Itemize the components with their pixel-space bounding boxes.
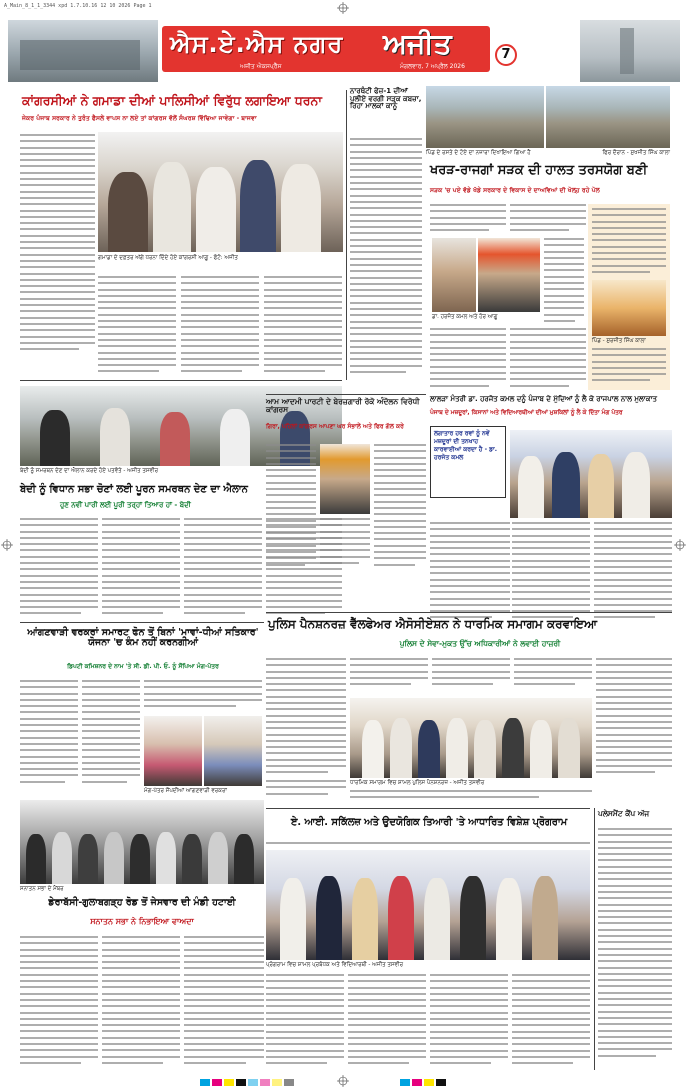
portrait-leader-2 <box>478 238 540 312</box>
body-text-kharar-col1 <box>430 204 506 234</box>
inset-quote-text: ਲਗਾਤਾਰ ਹਰ ਰਵਾਂ ਨੂੰ ਨਵੇਂ ਮਜ਼ਦੂਰਾਂ ਦੀ ਤਨਖਾਹ ਕਾਰਵਾਈਆਂ ਕਰਦਾ ਹੈ - ਡਾ. ਹਰਜੋਤ ਕਮਲ <box>434 430 498 462</box>
body-text-ai-col4 <box>512 974 590 1070</box>
photo-road-left <box>426 86 544 148</box>
photo-anganwadi-right <box>204 716 262 786</box>
body-text-ai-col1 <box>266 974 344 1070</box>
body-text-ai-col3 <box>430 974 508 1070</box>
body-text-derabassi-col2 <box>102 936 180 1070</box>
body-text-anganwadi-col2 <box>82 680 140 788</box>
caption-sidebar: ਪਿੰਡ - ਸੁਰਜੀਤ ਸਿੰਘ ਕਾਲਾ <box>592 338 646 344</box>
body-text-northern-road <box>350 138 422 388</box>
body-text-aap-col2 <box>374 444 426 574</box>
reg-mark-right <box>676 541 684 549</box>
masthead-sub-label: ਅਜੀਤ ਐਕਸਪ੍ਰੈੱਸ <box>240 63 282 70</box>
photo-congress-dharna <box>98 132 343 252</box>
headline-northern-road: ਨਾਰਥੰਟੀ ਫੇਜ਼-1 ਦੀਆਂ ਪੁਲੀਏ ਵਰਗੀ ਸੜਕ ਕਬਜ਼ਾ, ਰਿਹਾ ਮਾਲਕਾਂ ਕਾਨੂੰ <box>350 87 422 111</box>
headline-bedi-support: ਬੇਦੀ ਨੂੰ ਵਿਧਾਨ ਸਭਾ ਚੋਣਾਂ ਲਈ ਪੂਰਨ ਸਮਰਥਨ ਦੇਣ ਦਾ ਐਲਾਨ <box>20 484 248 495</box>
headline-kharar-road: ਖਰੜ-ਰਾਜਗਾਂ ਸੜਕ ਦੀ ਹਾਲਤ ਤਰਸਯੋਗ ਬਣੀ <box>430 163 648 178</box>
headline-governor-meeting: ਲਾਲੜਾ ਮੰਤਰੀ ਡਾ. ਹਰਜੋਤ ਕਮਲ ਦਨੂੰ ਪੰਜਾਬ ਦੇ ਮੁੱਦਿਆਂ ਨੂੰ ਲੈ ਕੇ ਰਾਜਪਾਲ ਨਾਲ ਮੁਲਾਕਾਤ <box>430 395 658 403</box>
column-divider <box>346 90 347 380</box>
subhead-kharar-road: ਸੜਕ 'ਚ ਪਏ ਵੱਡੇ ਖੱਡੇ ਸਰਕਾਰ ਦੇ ਵਿਕਾਸ ਦੇ ਦਾਅਵਿਆਂ ਦੀ ਖੋਲ੍ਹ ਰਹੇ ਪੋਲ <box>430 187 600 194</box>
masthead-title: ਐਸ.ਏ.ਐਸ ਨਗਰ <box>170 30 344 58</box>
body-text-kharar-col2 <box>510 204 586 234</box>
divider-center <box>266 394 426 395</box>
caption-police: ਧਾਰਮਿਕ ਸਮਾਗਮ ਵਿਚ ਸ਼ਾਮਲ ਪੁਲਿਸ ਪੈਨਸ਼ਨਰਜ਼ - ਅਜੀਤ ਤਸਵੀਰ <box>350 780 485 786</box>
body-text-police-col5 <box>596 658 672 778</box>
masthead-building-silhouette <box>20 40 140 70</box>
body-text-derabassi-col1 <box>20 936 98 1070</box>
body-text-governor-col3 <box>594 522 672 622</box>
photo-sidebar <box>592 280 666 336</box>
caption-bedi: ਬੇਦੀ ਨੂੰ ਸਮਰਥਨ ਦੇਣ ਦਾ ਐਲਾਨ ਕਰਦੇ ਹੋਏ ਪਤਵੰਤੇ - ਅਜੀਤ ਤਸਵੀਰ <box>20 468 159 474</box>
subhead-anganwadi: ਡਿਪਟੀ ਕਮਿਸ਼ਨਰ ਦੇ ਨਾਮ 'ਤੇ ਸੀ. ਡੀ. ਪੀ. ਓ. ਨੂੰ ਸੌਂਪਿਆ ਮੰਗ-ਪੱਤਰ <box>67 663 219 670</box>
divider-ai <box>266 808 590 809</box>
headline-anganwadi: ਆਂਗਣਵਾੜੀ ਵਰਕਰਾਂ ਸਮਾਰਟ ਫੋਨ ਤੋਂ ਬਿਨਾਂ 'ਮਾਵਾਂ-ਧੀਆਂ ਸਤਿਕਾਰ' ਯੋਜਨਾ 'ਚ ਕੰਮ ਨਹੀਂ ਕਰਨਗੀਆਂ <box>27 627 259 649</box>
caption-ai: ਪ੍ਰੋਗਰਾਮ ਵਿਚ ਸ਼ਾਮਲ ਪ੍ਰਬੰਧਕ ਅਤੇ ਵਿਦਿਆਰਥੀ - ਅਜੀਤ ਤਸਵੀਰ <box>266 962 404 968</box>
body-text-police-col7 <box>350 790 592 804</box>
subhead-police-pensioners: ਪੁਲਿਸ ਦੇ ਸੇਵਾ-ਮੁਕਤ ਉੱਚ ਅਧਿਕਾਰੀਆਂ ਨੇ ਲਵਾਈ ਹਾਜ਼ਰੀ <box>399 639 561 648</box>
masthead-brand-logo: ਅਜੀਤ <box>383 27 452 60</box>
body-text-congress-col3 <box>181 276 259 376</box>
masthead-date: ਮੰਗਲਵਾਰ, 7 ਅਪ੍ਰੈਲ 2026 <box>400 63 465 70</box>
photo-governor-meeting <box>510 430 672 518</box>
portrait-aap-leader <box>320 444 370 514</box>
caption-congress-dharna: ਗਮਾਡਾ ਦੇ ਦਫ਼ਤਰ ਅੱਗੇ ਧਰਨਾ ਦਿੰਦੇ ਹੋਏ ਕਾਂਗਰਸੀ ਆਗੂ - ਫੋਟੋ: ਅਜੀਤ <box>98 255 238 261</box>
body-text-congress-col4 <box>264 276 342 376</box>
body-text-congress-col2 <box>98 276 176 376</box>
caption-anganwadi: ਮੰਗ-ਪੱਤਰ ਸੌਂਪਦੀਆਂ ਆਂਗਣਵਾੜੀ ਵਰਕਰਾਂ <box>144 788 227 794</box>
headline-derabassi-road: ਡੇਰਾਬੱਸੀ-ਗੁਲਾਬਗੜ੍ਹ ਰੋਡ ਤੋਂ ਜੇਸਵਾਰ ਦੀ ਮੰਡੀ ਹਟਾਈ <box>48 897 236 908</box>
portrait-leader-1 <box>432 238 476 312</box>
photo-police-pensioners <box>350 698 592 778</box>
body-text-police-col3 <box>432 658 510 694</box>
masthead-tower-silhouette <box>620 28 634 74</box>
body-text-aap-col1 <box>266 444 316 574</box>
photo-road-right <box>546 86 670 148</box>
body-text-placement <box>598 828 672 1070</box>
body-text-ai-col2 <box>348 974 426 1070</box>
body-text-sidebar-top <box>592 208 666 278</box>
subhead-bedi-support: ਹੁਣ ਨਵੀਂ ਪਾਰੀ ਲਈ ਪੂਰੀ ਤਰ੍ਹਾਂ ਤਿਆਰ ਹਾਂ - ਬੇਦੀ <box>60 501 191 509</box>
body-text-congress-col1 <box>20 134 95 364</box>
caption-derabassi: ਸਨਾਤਨ ਸਭਾ ਦੇ ਮੈਂਬਰ <box>20 886 64 892</box>
body-text-ai-intro <box>266 842 590 848</box>
body-text-derabassi-col3 <box>184 936 264 1070</box>
body-text-sidebar-bottom <box>592 348 666 386</box>
photo-derabassi <box>20 800 264 884</box>
photo-anganwadi-left <box>144 716 202 786</box>
subhead-aap-movement: ਗਿਰਾ, ਪਹਿਲਾਂ ਕਾਂਗਰਸ ਆਪਣਾ ਘਰ ਸੰਭਾਲੇ ਅਤੇ ਫਿਰ ਗੱਲ ਕਰੇ <box>266 423 404 430</box>
reg-mark-left <box>3 541 11 549</box>
headline-police-pensioners: ਪੁਲਿਸ ਪੈਨਸ਼ਨਰਜ਼ ਵੈੱਲਫੇਅਰ ਐਸੋਸੀਏਸ਼ਨ ਨੇ ਧਾਰਮਿਕ ਸਮਾਗਮ ਕਰਵਾਇਆ <box>268 617 598 631</box>
body-text-police-col2 <box>350 658 428 694</box>
body-text-police-col6 <box>266 780 346 802</box>
headline-congress-dharna: ਕਾਂਗਰਸੀਆਂ ਨੇ ਗਮਾਡਾ ਦੀਆਂ ਪਾਲਿਸੀਆਂ ਵਿਰੁੱਧ ਲਗਾਇਆ ਧਰਨਾ <box>22 93 322 108</box>
subhead-derabassi-road: ਸਨਾਤਨ ਸਭਾ ਨੇ ਨਿਭਾਇਆ ਵਾਅਦਾ <box>90 917 194 926</box>
body-text-bedi-col1 <box>20 518 98 618</box>
body-text-police-col1 <box>266 658 346 778</box>
headline-ai-skills: ਏ. ਆਈ. ਸਕਿੱਲਜ਼ ਅਤੇ ਉਦਯੋਗਿਕ ਤਿਆਰੀ 'ਤੇ ਆਧਾਰਿਤ ਵਿਸ਼ੇਸ਼ ਪ੍ਰੋਗਰਾਮ <box>290 817 568 828</box>
body-text-aap-col3 <box>320 518 370 574</box>
page-number-badge: 7 <box>495 44 517 66</box>
body-text-anganwadi-col3 <box>144 680 262 714</box>
body-text-bedi-col2 <box>102 518 180 618</box>
body-text-kharar-col4 <box>430 328 506 390</box>
subhead-governor-meeting: ਪੰਜਾਬ ਦੇ ਮਜ਼ਦੂਰਾਂ, ਕਿਸਾਨਾਂ ਅਤੇ ਵਿਦਿਆਰਥੀਆਂ ਦੀਆਂ ਮੁਸ਼ਕਿਲਾਂ ਨੂੰ ਲੈ ਕੇ ਦਿੱਤਾ ਮੰਗ ਪੱਤਰ <box>430 410 623 416</box>
photo-ai-program <box>266 850 590 960</box>
body-text-kharar-col5 <box>510 328 586 390</box>
body-text-police-col4 <box>514 658 592 694</box>
body-text-anganwadi-col1 <box>20 680 78 788</box>
headline-placement-camp: ਪਲੇਸਮੈਂਟ ਕੈਂਪ ਅੱਜ <box>598 809 650 818</box>
body-text-bedi-col3 <box>184 518 262 618</box>
caption-portraits: ਡਾ. ਹਰਜੋਤ ਕਮਲ ਅਤੇ ਹੋਰ ਆਗੂ <box>432 314 498 320</box>
body-text-kharar-col3 <box>544 238 584 323</box>
divider-police <box>266 612 672 613</box>
caption-road-left: ਪਿੰਡ ਦੇ ਰਸਤੇ ਦੇ ਟੋਏ ਦਾ ਨਜ਼ਾਰਾ ਦਿਖਾਇਆ ਗਿਆ ਹੈ <box>426 150 531 156</box>
divider-anganwadi <box>20 622 264 623</box>
headline-aap-movement: ਆਮ ਆਦਮੀ ਪਾਰਟੀ ਦੇ ਬੇਰਜ਼ਗਾਰੀ ਰੋਕੋ ਅੰਦੋਲਨ ਵਿਰੋਧੀ ਕਾਂਗਰਸ <box>266 397 420 415</box>
body-text-governor-col2 <box>512 522 590 622</box>
caption-road-right: ਫਿਰ ਦੌਰਾਨ - ਸੁਖਜੀਤ ਸਿੰਘ ਕਾਲਾ <box>602 150 670 156</box>
color-calibration-bar <box>0 1076 687 1089</box>
body-text-governor-col1 <box>430 522 510 622</box>
column-divider-right <box>594 808 595 1070</box>
subhead-congress-dharna: ਜੇਕਰ ਪੰਜਾਬ ਸਰਕਾਰ ਨੇ ਤੁਰੰਤ ਫੈਸਲੇ ਵਾਪਸ ਨਾ ਲਏ ਤਾਂ ਕਾਂਗਰਸ ਵੱਲੋਂ ਸੰਘਰਸ਼ ਵਿੱਢਿਆ ਜਾਵੇਗਾ - ਬਾਜਵਾ <box>22 115 257 122</box>
print-info-line: A_Main_8_1_1_3344 xpd 1.7.10.16 12 10 2026 Page 1 <box>4 3 152 9</box>
divider-left <box>20 380 342 381</box>
